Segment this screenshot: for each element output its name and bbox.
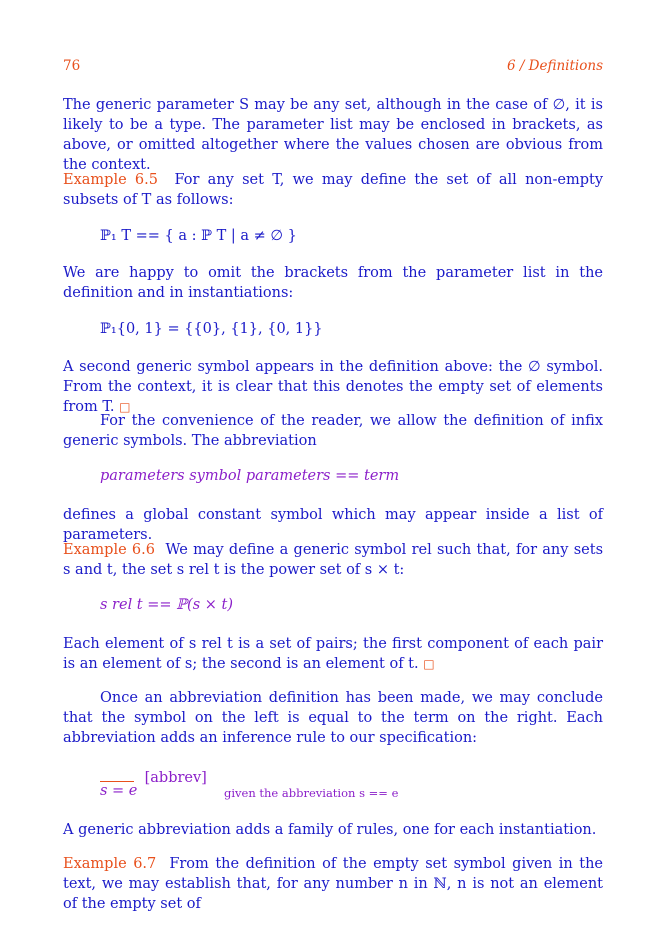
- end-of-example-mark: □: [423, 657, 435, 671]
- running-header: [63, 58, 603, 74]
- paragraph-infix: For the convenience of the reader, we allow the definition of infix generic symbols. The abbreviation: [63, 413, 603, 449]
- paragraph-rel-elements: [63, 634, 603, 674]
- example-6-5-intro: [63, 170, 603, 210]
- example-text: A second generic symbol appears in the definition above: the ∅ symbol. From the context, it is clear that this denotes the empty set of elements from T.: [63, 359, 603, 415]
- rule-side-condition: given the abbreviation s == e: [224, 786, 399, 800]
- rule-conclusion: s = e: [100, 783, 138, 799]
- example-text: For any set T, we may define the set of all non-empty subsets of T as follows:: [63, 172, 604, 208]
- paragraph-inference-rule: Once an abbreviation definition has been made, we may conclude that the symbol on the left is equal to the term on the right. Each abbreviation adds an inference rule to our specification:: [63, 690, 603, 746]
- example-label: Example 6.5: [63, 172, 158, 188]
- paragraph-omit-brackets: We are happy to omit the brackets from the parameter list in the definition and in instantiations:: [63, 265, 603, 301]
- example-6-6-intro: [63, 540, 603, 580]
- end-of-example-mark: □: [119, 400, 131, 414]
- example-6-7-intro: [63, 854, 603, 914]
- paragraph-generic-parameter: The generic parameter S may be any set, although in the case of ∅, it is likely to be a type. The parameter list may be enclosed in brackets, as above, or omitted altogether where the values chosen are obvious from the context.: [63, 97, 603, 173]
- rule-name: [abbrev]: [144, 770, 207, 786]
- page: [63, 58, 604, 912]
- display-definition-p1: ℙ₁ T == { a : ℙ T | a ≠ ∅ }: [100, 228, 297, 244]
- paragraph-global-constant: defines a global constant symbol which may appear inside a list of parameters.: [63, 507, 603, 543]
- example-label: Example 6.6: [63, 542, 155, 558]
- display-instantiation: ℙ₁{0, 1} = {{0}, {1}, {0, 1}}: [100, 321, 323, 337]
- display-abbreviation-form: parameters symbol parameters == term: [100, 468, 400, 484]
- example-text: We may define a generic symbol rel such that, for any sets s and t, the set s rel t is the power set of s × t:: [63, 542, 604, 578]
- paragraph-generic-family: A generic abbreviation adds a family of rules, one for each instantiation.: [63, 822, 597, 838]
- example-text: From the definition of the empty set symbol given in the text, we may establish that, for any number n in ℕ, n is not an element of the empty set of: [63, 856, 603, 912]
- example-label: Example 6.7: [63, 856, 157, 872]
- paragraph-empty-set-symbol: [63, 357, 603, 417]
- display-rel-definition: s rel t == ℙ(s × t): [100, 597, 234, 613]
- chapter-title: 6 / Definitions: [506, 58, 603, 74]
- example-text: Each element of s rel t is a set of pairs; the first component of each pair is an element of s; the second is an element of t.: [63, 636, 603, 672]
- page-number: 76: [63, 58, 81, 74]
- rule-bar: [100, 781, 134, 782]
